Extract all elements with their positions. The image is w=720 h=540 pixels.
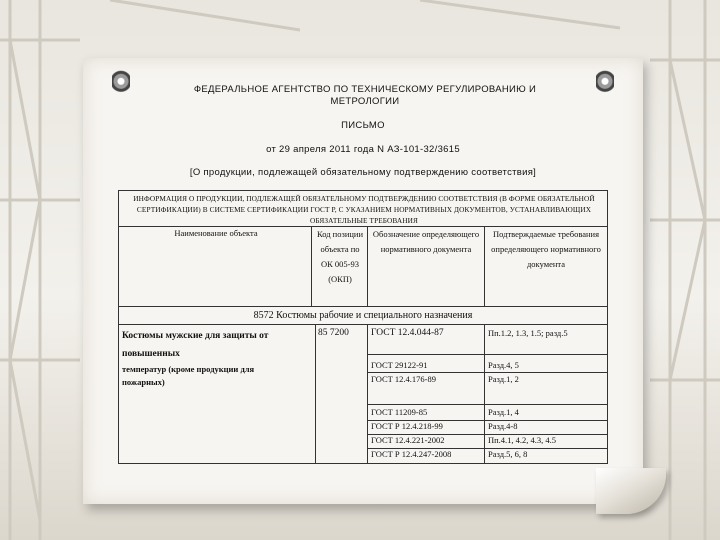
section-title: 8572 Костюмы рабочие и специального назначения (253, 310, 473, 321)
row-doc: ГОСТ 12.4.044-87 (371, 328, 444, 338)
table-intro: ИНФОРМАЦИЯ О ПРОДУКЦИИ, ПОДЛЕЖАЩЕЙ ОБЯЗАТЕЛЬНОМУ ПОДТВЕРЖДЕНИЮ СООТВЕТСТВИЯ (В ФОРМЕ ОБЯЗАТЕЛЬНОЙ СЕРТИФИКАЦИИ) В СИСТЕМЕ СЕРТИФИКАЦИИ ГОСТ Р, С УКАЗАНИЕМ НОРМАТИВНЫХ ДОКУМЕНТОВ, УСТАНАВЛИВАЮЩИХ ОБЯЗАТЕЛЬНЫЕ ТРЕБОВАНИЯ (133, 194, 595, 225)
product-name-continued: температур (кроме продукции для пожарных) (122, 364, 255, 387)
paper-roll-right-icon (596, 66, 614, 100)
row-req: Разд.1, 2 (488, 374, 519, 384)
row-req: Разд.4-8 (488, 421, 518, 431)
row-req: Разд.1, 4 (488, 407, 519, 417)
product-code: 85 7200 (318, 328, 349, 338)
document-date-number: от 29 апреля 2011 года N АЗ-101-32/3615 (266, 144, 460, 155)
header-basis: Обозначение определяющего нормативного документа (372, 229, 480, 254)
agency-name: ФЕДЕРАЛЬНОЕ АГЕНТСТВО ПО ТЕХНИЧЕСКОМУ РЕГУЛИРОВАНИЮ И МЕТРОЛОГИИ (193, 84, 537, 107)
product-name: Костюмы мужские для защиты от повышенных (122, 331, 269, 359)
row-req: Разд.5, 6, 8 (488, 449, 528, 459)
header-name: Наименование объекта (174, 228, 258, 238)
document-type: ПИСЬМО (341, 120, 385, 131)
header-requirements: Подтверждаемые требования определяющего нормативного документа (491, 229, 601, 269)
paper-roll-left-icon (112, 66, 130, 100)
row-doc: ГОСТ 12.4.176-89 (371, 374, 437, 384)
header-code: Код позиции объекта по ОК 005-93 (ОКП) (316, 229, 364, 284)
row-doc: ГОСТ Р 12.4.218-99 (371, 421, 443, 431)
row-req: Пп.1.2, 1.3, 1.5; разд.5 (488, 328, 568, 338)
product-table (118, 190, 608, 464)
row-doc: ГОСТ 12.4.221-2002 (371, 435, 445, 445)
row-doc: ГОСТ Р 12.4.247-2008 (371, 449, 452, 459)
row-doc: ГОСТ 11209-85 (371, 407, 428, 417)
row-doc: ГОСТ 29122-91 (371, 360, 428, 370)
row-req: Пп.4.1, 4.2, 4.3, 4.5 (488, 435, 557, 445)
document-subject: [О продукции, подлежащей обязательному подтверждению соответствия] (189, 167, 537, 178)
row-req: Разд.4, 5 (488, 360, 519, 370)
